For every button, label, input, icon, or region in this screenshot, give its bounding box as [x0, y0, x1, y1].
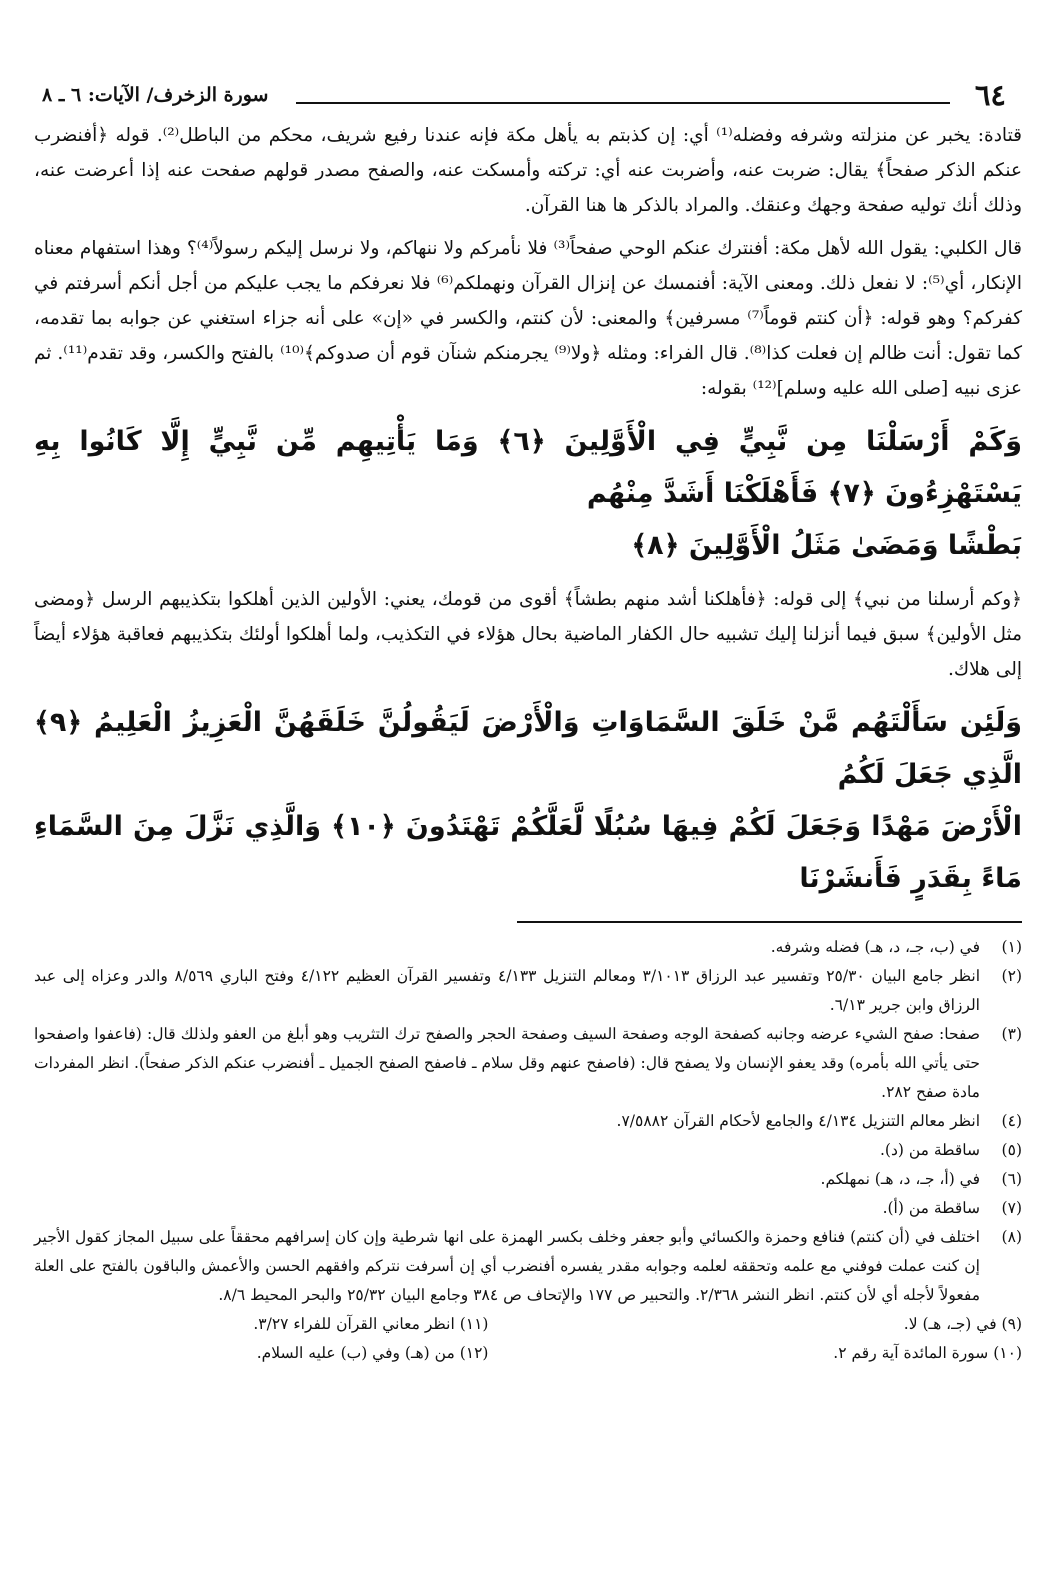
footnote-number: (٥) [1001, 1141, 1022, 1159]
footnote-text: اختلف في (أن كنتم) فنافع وحمزة والكسائي وأبو جعفر وخلف بكسر الهمزة على انها شرطية وإن كان إسرافهم محققاً على سبيل المجاز كقول الأجير إن كنت عملت فوفني مع علمه وتحققه لعلمه وجوابه مقدر يفسره أفنضرب أي إن أسرفت نتركم وافقهم الحسن والأعمش والباقون بالفتح على العلة مفعولاً لأجله أي لأن كنتم. انظر النشر ٢/٣٦٨. والتحبير ص ١٧٧ والإتحاف ص ٣٨٤ وجامع البيان ٢٥/٣٢ والبحر المحيط ٨/٦. [34, 1228, 980, 1304]
footnote-number: (١٢) [459, 1344, 489, 1362]
footnote-text: انظر معاني القرآن للفراء ٣/٢٧. [253, 1315, 455, 1333]
footnote-number: (٧) [1001, 1199, 1022, 1217]
footnote [34, 1107, 1022, 1136]
footnote-pair-row [34, 1339, 1022, 1368]
running-title: سورة الزخرف/ الآيات: ٦ ـ ٨ [42, 84, 269, 106]
footnote-number: (٣) [1001, 1025, 1022, 1043]
footnote-text: انظر معالم التنزيل ٤/١٣٤ والجامع لأحكام القرآن ٧/٥٨٨٢. [616, 1112, 980, 1130]
quran-line: وَلَئِن سَأَلْتَهُم مَّنْ خَلَقَ السَّمَاوَاتِ وَالْأَرْضَ لَيَقُولُنَّ خَلَقَهُنَّ الْعَزِيزُ الْعَلِيمُ ﴿٩﴾ الَّذِي جَعَلَ لَكُمُ [34, 707, 1022, 790]
footnote [488, 1310, 1022, 1339]
footnote-text: في (جـ، هـ) لا. [903, 1315, 997, 1333]
footnote-text: ساقطة من (د). [879, 1141, 980, 1159]
footnote-pair-row [34, 1310, 1022, 1339]
footnote-text: في (ب، جـ، د، هـ) فضله وشرفه. [770, 938, 980, 956]
footnote [488, 1339, 1022, 1368]
footnote-number: (١٠) [993, 1344, 1022, 1362]
book-page [34, 78, 1022, 1368]
footnote-number: (٦) [1001, 1170, 1022, 1188]
footnote [34, 1339, 488, 1368]
quran-line: الْأَرْضَ مَهْدًا وَجَعَلَ لَكُمْ فِيهَا سُبُلًا لَّعَلَّكُمْ تَهْتَدُونَ ﴿١٠﴾ وَالَّذِي نَزَّلَ مِنَ السَّمَاءِ مَاءً بِقَدَرٍ فَأَنشَرْنَا [34, 811, 1022, 894]
footnote-text: في (أ، جـ، د، هـ) نمهلكم. [820, 1170, 980, 1188]
footnote-text: انظر جامع البيان ٢٥/٣٠ وتفسير عبد الرزاق ٣/١٠١٣ ومعالم التنزيل ٤/١٣٣ وتفسير القرآن العظيم ٤/١٢٢ وفتح الباري ٨/٥٦٩ والدر وعزاه إلى عبد الرزاق وابن جرير ٦/١٣. [34, 967, 981, 1014]
footnote [34, 1310, 488, 1339]
paragraph-3: ﴿وكم أرسلنا من نبي﴾ إلى قوله: ﴿فأهلكنا أشد منهم بطشاً﴾ أقوى من قومك، يعني: الأولين الذين أهلكوا بتكذيبهم الرسل ﴿ومضى مثل الأولين﴾ سبق فيما أنزلنا إليك تشبيه حال الكفار الماضية بحال هؤلاء في التكذيب، ولما أهلكوا أولئك بتكذيبهم فعاقبة هؤلاء أيضاً إلى هلاك. [34, 589, 1022, 680]
header-rule [296, 102, 950, 104]
footnote [34, 1165, 1022, 1194]
footnote [34, 1223, 1022, 1310]
paragraph-1: قتادة: يخبر عن منزلته وشرفه وفضله⁽¹⁾ أي: إن كذبتم به يأهل مكة فإنه عندنا رفيع شريف، محكم من الباطل⁽²⁾. قوله ﴿أفنضرب عنكم الذكر صفحاً﴾ يقال: ضربت عنه، وأضربت عنه أي: تركته وأمسكت عنه، والصفح مصدر قولهم صفحت عنه إذا أعرضت عنه، وذلك أنك توليه صفحة وجهك وعنقك. والمراد بالذكر ها هنا القرآن. [34, 125, 1022, 216]
footnote-text: من (هـ) وفي (ب) عليه السلام. [256, 1344, 455, 1362]
footnote-text: ساقطة من (أ). [882, 1199, 980, 1217]
footnote-number: (٨) [1001, 1228, 1022, 1246]
page-header [34, 78, 1022, 118]
quran-line: بَطْشًا وَمَضَىٰ مَثَلُ الْأَوَّلِينَ ﴿٨﴾ [631, 530, 1022, 561]
footnote [34, 962, 1022, 1020]
footnotes [34, 933, 1022, 1368]
footnote-separator [517, 921, 1022, 923]
quran-line: وَكَمْ أَرْسَلْنَا مِن نَّبِيٍّ فِي الْأَوَّلِينَ ﴿٦﴾ وَمَا يَأْتِيهِم مِّن نَّبِيٍّ إِلَّا كَانُوا بِهِ يَسْتَهْزِءُونَ ﴿٧﴾ فَأَهْلَكْنَا أَشَدَّ مِنْهُم [34, 426, 1022, 509]
footnote-number: (١) [1001, 938, 1022, 956]
footnote-number: (٢) [1001, 967, 1022, 985]
footnote-text: صفحا: صفح الشيء عرضه وجانبه كصفحة الوجه وصفحة السيف وصفحة الحجر والصفح ترك التثريب وهو أبلغ من العفو ولذلك قال: (فاعفوا واصفحوا حتى يأتي الله بأمره) وقد يعفو الإنسان ولا يصفح قال: (فاصفح عنهم وقل سلام ـ فاصفح الصفح الجميل ـ أفنضرب عنكم الذكر صفحاً). انظر المفردات مادة صفح ٢٨٢. [34, 1025, 980, 1101]
quran-verses-9-11 [34, 697, 1022, 905]
quran-verses-6-8 [34, 416, 1022, 572]
footnote-number: (٤) [1001, 1112, 1022, 1130]
footnote [34, 1020, 1022, 1107]
footnote [34, 1136, 1022, 1165]
footnote [34, 1194, 1022, 1223]
footnote [34, 933, 1022, 962]
paragraph-2: قال الكلبي: يقول الله لأهل مكة: أفنترك عنكم الوحي صفحاً⁽³⁾ فلا نأمركم ولا ننهاكم، ولا نرسل إليكم رسولاً⁽⁴⁾؟ وهذا استفهام معناه الإنكار، أي⁽⁵⁾: لا نفعل ذلك. ومعنى الآية: أفنمسك عن إنزال القرآن ونهملكم⁽⁶⁾ فلا نعرفكم ما يجب عليكم من أجل أنكم أسرفتم في كفركم؟ وهو قوله: ﴿أن كنتم قوماً⁽⁷⁾ مسرفين﴾ والمعنى: لأن كنتم، والكسر في «إن» على أنه جزاء استغني عن جوابه بما تقدمه، كما تقول: أنت ظالم إن فعلت كذا⁽⁸⁾. قال الفراء: ومثله ﴿ولا⁽⁹⁾ يجرمنكم شنآن قوم أن صدوكم﴾⁽¹⁰⁾ بالفتح والكسر، وقد تقدم⁽¹¹⁾. ثم عزى نبيه [صلى الله عليه وسلم]⁽¹²⁾ بقوله: [34, 238, 1022, 399]
footnote-text: سورة المائدة آية رقم ٢. [833, 1344, 989, 1362]
footnote-number: (١١) [459, 1315, 489, 1333]
footnote-number: (٩) [1001, 1315, 1022, 1333]
page-number: ٦٤ [974, 78, 1006, 112]
